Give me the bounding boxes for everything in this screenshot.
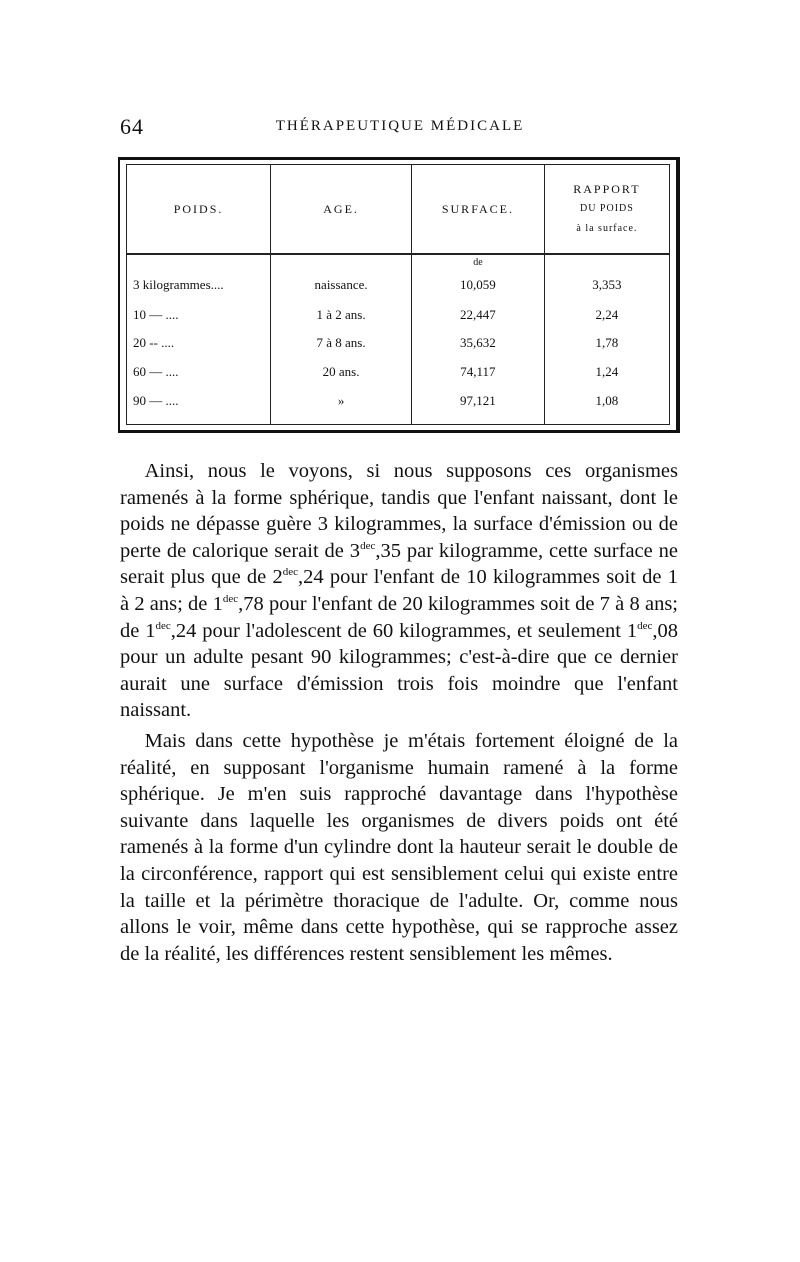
cell-ratio: 3,353: [544, 254, 669, 300]
page-number: 64: [120, 114, 144, 139]
cell-age: naissance.: [271, 254, 412, 300]
header-ratio-title: RAPPORT: [573, 182, 641, 196]
cell-surface-value: 10,059: [460, 276, 496, 292]
p1-sup-2: dec: [282, 566, 299, 579]
page-header: [120, 114, 680, 138]
table-row: [127, 254, 669, 300]
cell-surface: 35,632: [412, 329, 545, 358]
surface-prefix: de: [473, 257, 483, 268]
cell-ratio: 1,24: [544, 357, 669, 386]
cell-surface: 22,447: [412, 300, 545, 329]
table-row: [127, 329, 669, 358]
data-table-inner: [126, 164, 670, 425]
data-table-frame: [118, 157, 680, 433]
cell-weight: 20 -- ....: [133, 335, 175, 351]
cell-weight: 3 kilogrammes....: [133, 276, 224, 292]
cell-weight: 60 — ....: [133, 363, 179, 379]
cell-weight: 10 — ....: [133, 306, 179, 322]
table-row: [127, 386, 669, 424]
running-title: THÉRAPEUTIQUE MÉDICALE: [275, 118, 525, 134]
cell-ratio: 1,08: [544, 386, 669, 424]
header-ratio-sub2: à la surface.: [576, 223, 638, 234]
cell-age: 1 à 2 ans.: [271, 300, 412, 329]
cell-weight: 90 — ....: [133, 392, 179, 408]
header-ratio-sub1: DU POIDS: [579, 203, 634, 214]
p1-text-1: Ainsi, nous le voyons, si nous supposons ces organismes ramenés à la forme sphérique, tandis que l'enfant naissant, dont le poids ne dépasse guère 3 kilogrammes, la surface d'émission ou de perte de calorique serait de 3: [120, 460, 678, 562]
p1-text-6: ,08 pour un adulte pesant 90 kilogrammes; c'est-à-dire que ce dernier aurait une surface d'émission trois fois moindre que l'enfant naissant.: [120, 619, 678, 722]
table-row: [127, 300, 669, 329]
paragraph-1: [120, 458, 678, 724]
cell-age: 20 ans.: [271, 357, 412, 386]
cell-surface: 97,121: [412, 386, 545, 424]
p1-text-3: ,24 pour l'enfant de 10 kilogrammes soit de 1 à 2 ans; de 1: [120, 566, 678, 615]
table-row: [127, 357, 669, 386]
p1-sup-5: dec: [637, 619, 653, 632]
header-weight: POIDS.: [127, 165, 271, 254]
p1-text-5: ,24 pour l'adolescent de 60 kilogrammes, et seulement 1: [170, 619, 638, 642]
p1-sup-3: dec: [222, 593, 239, 606]
header-age: AGE.: [271, 165, 412, 254]
data-table: [127, 165, 669, 424]
header-surface: SURFACE.: [412, 165, 545, 254]
p1-text-2: ,35 par kilogramme, cette surface ne serait plus que de 2: [120, 539, 679, 589]
body-text: [120, 458, 678, 967]
paragraph-2: Mais dans cette hypothèse je m'étais fortement éloigné de la réalité, en supposant l'organisme humain ramené à la forme sphérique. Je m'en suis rapproché davantage dans l'hypothèse suivante dans laquelle les organismes de divers poids ont été ramenés à la forme d'un cylindre dont la hauteur serait le double de la circonférence, rapport qui est sensiblement celui qui existe entre la taille et la périmètre thoracique de l'adulte. Or, comme nous allons le voir, même dans cette hypothèse, qui se rapproche assez de la réalité, les différences restent sensiblement les mêmes.: [120, 729, 678, 965]
cell-age: 7 à 8 ans.: [271, 329, 412, 358]
header-ratio: [544, 165, 669, 254]
cell-surface: [412, 254, 545, 300]
p1-text-4: ,78 pour l'enfant de 20 kilogrammes soit de 7 à 8 ans; de 1: [120, 592, 678, 642]
table-header-row: [127, 165, 669, 254]
cell-ratio: 1,78: [544, 329, 669, 358]
cell-ratio: 2,24: [544, 300, 669, 329]
p1-sup-1: dec: [360, 539, 376, 552]
cell-surface: 74,117: [412, 357, 545, 386]
p1-sup-4: dec: [155, 619, 171, 632]
cell-age: »: [271, 386, 412, 424]
